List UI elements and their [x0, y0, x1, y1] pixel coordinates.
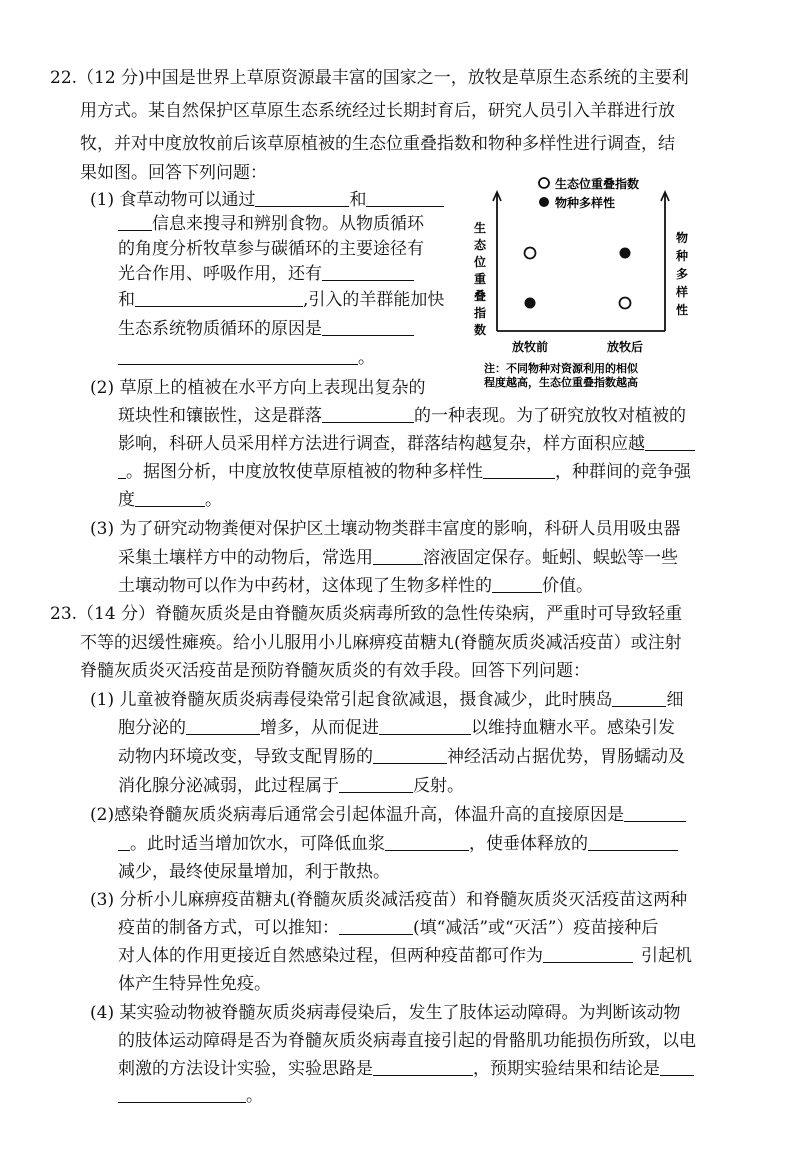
y-axis-left-label: 生态位重叠指数	[473, 221, 487, 337]
q22-p1-line-3: 的角度分析牧草参与碳循环的主要途径有	[118, 239, 424, 259]
answer-blank[interactable]	[118, 1086, 246, 1103]
species-diversity-point-before	[525, 298, 536, 309]
niche-diversity-figure	[460, 168, 705, 393]
answer-blank[interactable]	[339, 776, 413, 793]
q22-line-3: 牧，并对中度放牧前后该草原植被的生态位重叠指数和物种多样性进行调查，结	[80, 134, 675, 154]
figure-note-line-2: 程度越高，生态位重叠指数越高	[484, 376, 638, 389]
answer-blank[interactable]	[118, 462, 126, 479]
answer-blank[interactable]	[612, 690, 666, 707]
data-points	[525, 248, 631, 309]
answer-blank[interactable]	[118, 214, 152, 231]
answer-blank[interactable]	[339, 918, 413, 935]
answer-blank[interactable]	[322, 319, 414, 336]
answer-blank[interactable]	[135, 290, 303, 307]
q23-p2-line-3: 减少，最终使尿量增加，利于散热。	[118, 862, 390, 882]
x-label-before: 放牧前	[511, 340, 549, 354]
answer-blank[interactable]	[255, 190, 349, 207]
q22-line-4: 果如图。回答下列问题：	[80, 163, 267, 183]
answer-blank[interactable]	[385, 834, 469, 851]
q23-p4-line-2: 的肢体运动障碍是否为脊髓灰质炎病毒直接引起的骨骼肌功能损伤所致，以电	[118, 1031, 696, 1051]
legend-filled-label: 物种多样性	[555, 196, 616, 210]
q23-p3-line-1: (3) 分析小儿麻痹疫苗糖丸(脊髓灰质炎减活疫苗）和脊髓灰质炎灭活疫苗这两种	[90, 890, 688, 910]
answer-blank[interactable]	[543, 946, 633, 963]
q23-p3-line-2: 疫苗的制备方式，可以推知： (填“减活”或“灭活”）疫苗接种后	[118, 918, 659, 938]
q23-p2-line-2: 。此时适当增加饮水，可降低血浆 ，使垂体释放的	[118, 833, 678, 855]
q22-p1-line-2: 信息来搜寻和辨别食物。从物质循环	[118, 213, 424, 235]
answer-blank[interactable]	[322, 406, 414, 423]
answer-blank[interactable]	[373, 548, 423, 565]
answer-blank[interactable]	[373, 747, 447, 764]
q23-line-3: 脊髓灰质炎灭活疫苗是预防脊髓灰质炎的有效手段。回答下列问题：	[80, 661, 590, 681]
q23-p4-line-4: 。	[118, 1085, 263, 1107]
answer-blank[interactable]	[322, 264, 414, 281]
answer-blank[interactable]	[660, 1059, 694, 1076]
niche-overlap-point-after	[620, 298, 631, 309]
answer-blank[interactable]	[118, 834, 130, 851]
q23-p3-line-4: 体产生特异性免疫。	[118, 974, 271, 994]
q22-line-2: 用方式。某自然保护区草原生态系统经过长期封育后，研究人员引入羊群进行放	[80, 101, 675, 121]
q22-p3-line-1: (3) 为了研究动物粪便对保护区土壤动物类群丰富度的影响，科研人员用吸虫器	[90, 519, 681, 539]
figure-note-line-1: 注：不同物种对资源利用的相似	[484, 362, 638, 375]
q22-p2-line-3: 影响，科研人员采用样方法进行调查，群落结构越复杂，样方面积应越	[118, 433, 695, 455]
answer-blank[interactable]	[366, 190, 444, 207]
q23-p1-line-4: 消化腺分泌减弱，此过程属于 反射。	[118, 776, 464, 796]
answer-blank[interactable]	[379, 718, 471, 735]
q22-p1-line-5: 和 ,引入的羊群能加快	[118, 290, 445, 310]
niche-overlap-point-before	[525, 248, 536, 259]
q22-p2-line-2: 斑块性和镶嵌性，这是群落 的一种表现。为了研究放牧对植被的	[118, 406, 686, 426]
x-label-after: 放牧后	[606, 340, 644, 354]
answer-blank[interactable]	[624, 805, 686, 822]
answer-blank[interactable]	[186, 718, 260, 735]
q22-p2-line-5: 度 。	[118, 490, 222, 510]
answer-blank[interactable]	[483, 462, 555, 479]
q22-p3-line-2: 采集土壤样方中的动物后，常选用 溶液固定保存。蚯蚓、蜈蚣等一些	[118, 548, 678, 568]
q23-p4-line-1: (4) 某实验动物被脊髓灰质炎病毒侵染后，发生了肢体运动障碍。为判断该动物	[90, 1003, 681, 1023]
answer-blank[interactable]	[645, 434, 695, 451]
q22-p1-line-4: 光合作用、呼吸作用，还有	[118, 263, 414, 285]
species-diversity-point-after	[620, 248, 631, 259]
q23-line-2: 不等的迟缓性瘫痪。给小儿服用小儿麻痹疫苗糖丸(脊髓灰质炎减活疫苗）或注射	[80, 633, 682, 653]
q23-p4-line-3: 刺激的方法设计实验，实验思路是 ，预期实验结果和结论是	[118, 1058, 694, 1080]
q22-p2-line-4: 。据图分析，中度放牧使草原植被的物种多样性 ，种群间的竞争强	[118, 461, 691, 483]
q22-line-1: 22.（12 分)中国是世界上草原资源最丰富的国家之一，放牧是草原生态系统的主要利	[50, 68, 689, 88]
legend-open-label: 生态位重叠指数	[555, 177, 640, 191]
q23-p3-line-3: 对人体的作用更接近自然感染过程，但两种疫苗都可作为 引起机	[118, 946, 692, 966]
answer-blank[interactable]	[118, 348, 358, 365]
q22-p1-line-1: (1) 食草动物可以通过 和	[90, 189, 444, 211]
legend-filled-circle-marker	[539, 197, 549, 207]
q22-p2-line-1: (2) 草原上的植被在水平方向上表现出复杂的	[90, 378, 426, 398]
q23-p1-line-3: 动物内环境改变，导致支配胃肠的 神经活动占据优势，胃肠蠕动及	[118, 747, 685, 767]
answer-blank[interactable]	[492, 576, 542, 593]
answer-blank[interactable]	[588, 834, 678, 851]
legend-open-circle-marker	[539, 178, 549, 188]
answer-blank[interactable]	[135, 490, 205, 507]
q22-p1-line-6: 生态系统物质循环的原因是	[118, 318, 414, 340]
q23-p1-line-1: (1) 儿童被脊髓灰质炎病毒侵染常引起食欲减退，摄食减少，此时胰岛 细	[90, 690, 684, 710]
y-axis-right-label: 物种多样性	[675, 231, 689, 317]
q22-p3-line-3: 土壤动物可以作为中药材，这体现了生物多样性的 价值。	[118, 576, 593, 596]
q23-p1-line-2: 胞分泌的 增多，从而促进 以维持血糖水平。感染引发	[118, 718, 675, 738]
answer-blank[interactable]	[373, 1059, 473, 1076]
q22-p1-line-7: 。	[118, 347, 375, 369]
q23-line-1: 23.（14 分）脊髓灰质炎是由脊髓灰质炎病毒所致的急性传染病，严重时可导致轻重	[50, 604, 683, 624]
q23-p2-line-1: (2)感染脊髓灰质炎病毒后通常会引起体温升高，体温升高的直接原因是	[90, 804, 686, 826]
